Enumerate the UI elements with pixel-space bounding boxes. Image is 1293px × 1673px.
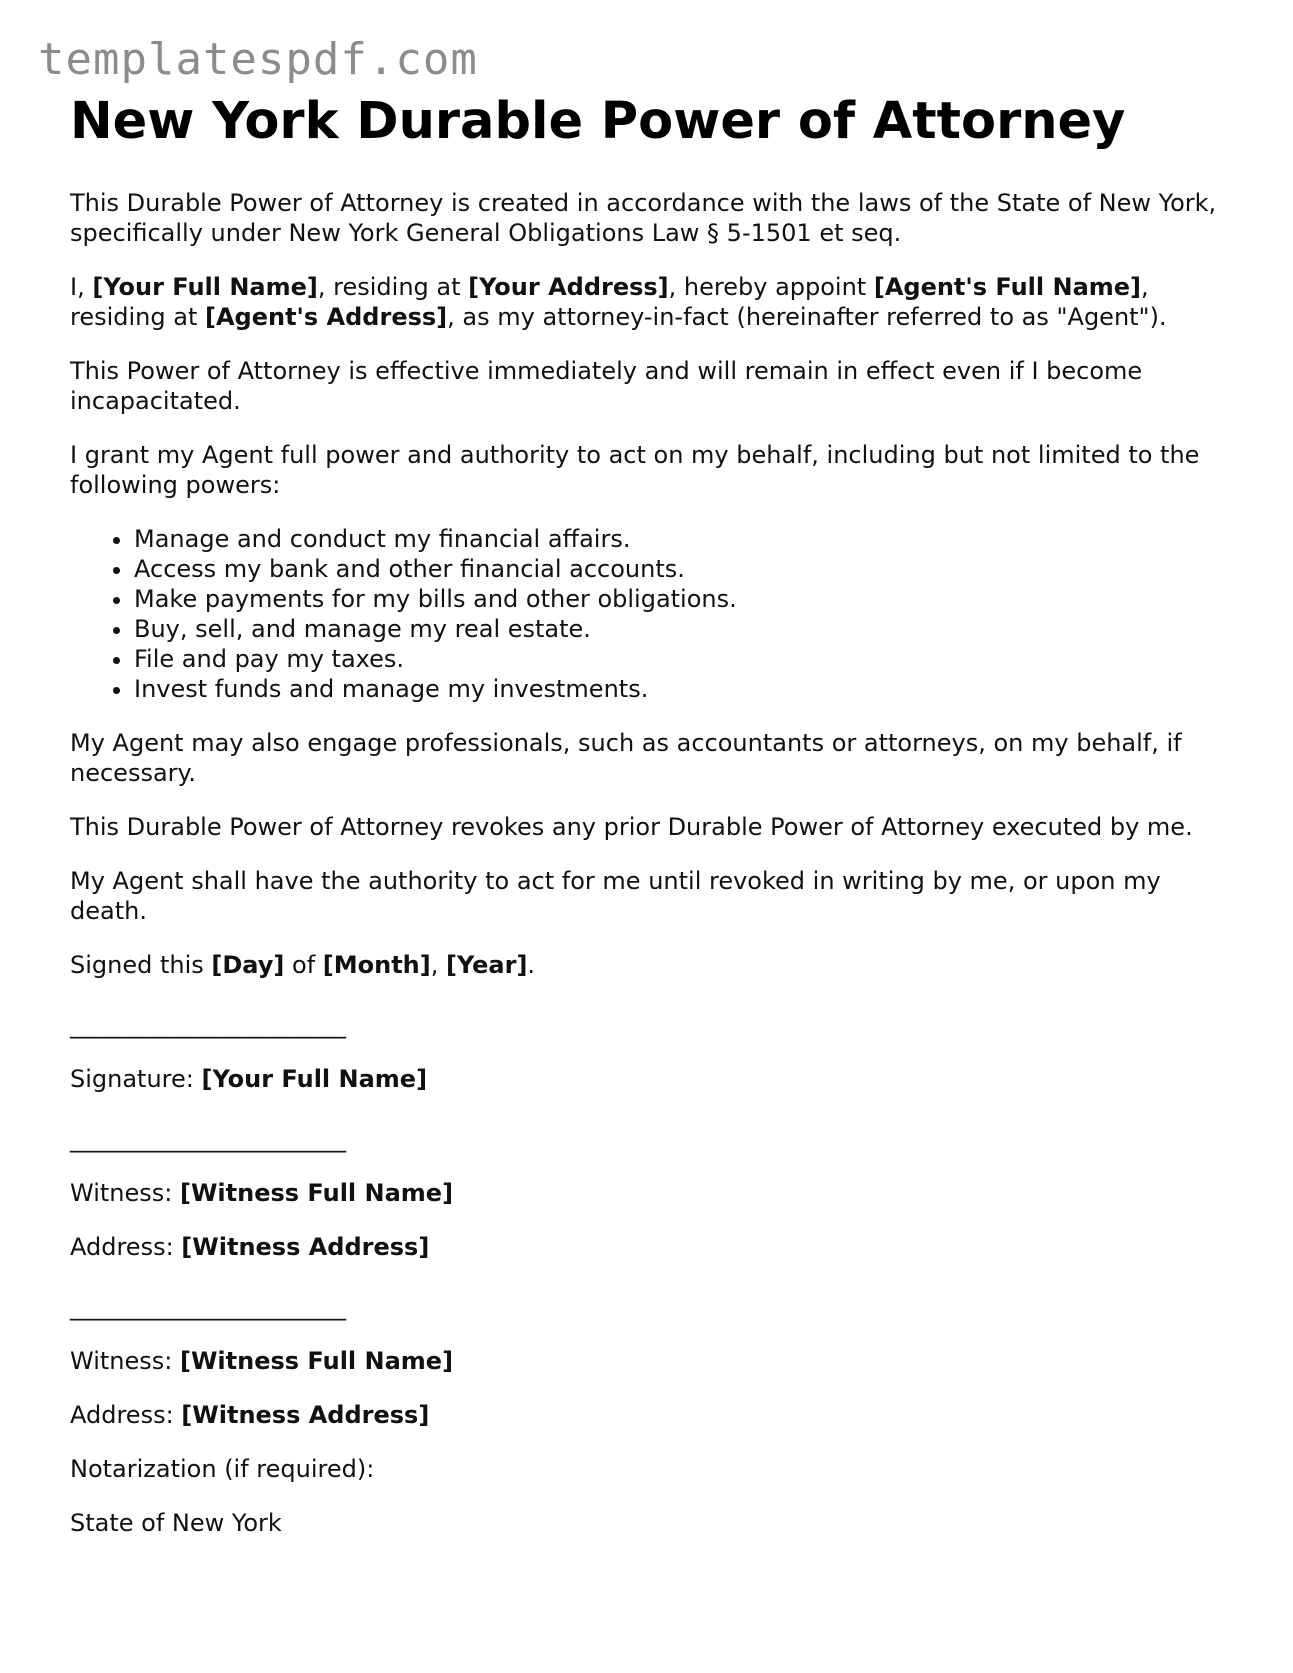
appointment-text-3: , hereby appoint bbox=[668, 273, 874, 301]
witness-address-row bbox=[70, 1232, 1230, 1262]
list-item: • Make payments for my bills and other obligations. bbox=[134, 584, 1230, 614]
witness-name-row bbox=[70, 1346, 1230, 1376]
witness-label: Witness: bbox=[70, 1179, 180, 1207]
watermark: templatespdf.com bbox=[38, 34, 478, 85]
revokes-paragraph: This Durable Power of Attorney revokes any prior Durable Power of Attorney executed by me. bbox=[70, 813, 1193, 841]
witness-address-placeholder: [Witness Address] bbox=[181, 1233, 430, 1261]
signature-block bbox=[70, 1010, 1230, 1094]
grant-paragraph: I grant my Agent full power and authority to act on my behalf, including but not limited to the following powers: bbox=[70, 441, 1200, 499]
witness-name-placeholder: [Witness Full Name] bbox=[179, 1347, 454, 1375]
document-title: New York Durable Power of Attorney bbox=[70, 92, 1126, 151]
powers-list bbox=[70, 524, 1230, 704]
witness-address-row bbox=[70, 1400, 1230, 1430]
list-item: • Access my bank and other financial accounts. bbox=[134, 554, 1230, 584]
signed-text-3: , bbox=[430, 951, 446, 979]
appointment-text-1: I, bbox=[70, 273, 93, 301]
witness-block-2 bbox=[70, 1292, 1230, 1430]
witness-block-1 bbox=[70, 1124, 1230, 1262]
signature-label: Signature: bbox=[70, 1065, 202, 1093]
your-address-placeholder: [Your Address] bbox=[468, 273, 669, 301]
list-item: • File and pay my taxes. bbox=[134, 644, 1230, 674]
your-name-placeholder: [Your Full Name] bbox=[92, 273, 318, 301]
signature-line: _______________________ bbox=[70, 1293, 346, 1321]
list-item: • Buy, sell, and manage my real estate. bbox=[134, 614, 1230, 644]
signature-line: _______________________ bbox=[70, 1125, 346, 1153]
signed-date-line bbox=[70, 950, 1230, 980]
signature-row bbox=[70, 1064, 1230, 1094]
signed-text-1: Signed this bbox=[70, 951, 212, 979]
witness-name-row bbox=[70, 1178, 1230, 1208]
appointment-text-4: , residing at bbox=[70, 273, 1149, 331]
appointment-paragraph bbox=[70, 272, 1230, 332]
witness-name-placeholder: [Witness Full Name] bbox=[179, 1179, 454, 1207]
witness-label: Witness: bbox=[70, 1347, 180, 1375]
list-item: • Invest funds and manage my investments. bbox=[134, 674, 1230, 704]
intro-paragraph: This Durable Power of Attorney is created in accordance with the laws of the State of New York, specifically under New York General Obligations Law § 5-1501 et seq. bbox=[70, 189, 1217, 247]
notarization-heading: Notarization (if required): bbox=[70, 1455, 375, 1483]
month-placeholder: [Month] bbox=[322, 951, 431, 979]
authority-paragraph: My Agent shall have the authority to act for me until revoked in writing by me, or upon my death. bbox=[70, 867, 1161, 925]
signed-text-4: . bbox=[527, 951, 536, 979]
agent-name-placeholder: [Agent's Full Name] bbox=[873, 273, 1142, 301]
document bbox=[70, 90, 1230, 1562]
day-placeholder: [Day] bbox=[211, 951, 285, 979]
appointment-text-5: , as my attorney-in-fact (hereinafter referred to as "Agent"). bbox=[447, 303, 1167, 331]
year-placeholder: [Year] bbox=[445, 951, 528, 979]
signed-text-2: of bbox=[284, 951, 323, 979]
appointment-text-2: , residing at bbox=[317, 273, 469, 301]
state-line: State of New York bbox=[70, 1509, 282, 1537]
address-label: Address: bbox=[70, 1233, 182, 1261]
signature-name-placeholder: [Your Full Name] bbox=[201, 1065, 428, 1093]
list-item: • Manage and conduct my financial affairs. bbox=[134, 524, 1230, 554]
effective-paragraph: This Power of Attorney is effective immediately and will remain in effect even if I become incapacitated. bbox=[70, 357, 1143, 415]
agent-address-placeholder: [Agent's Address] bbox=[205, 303, 448, 331]
signature-line: _______________________ bbox=[70, 1011, 346, 1039]
address-label: Address: bbox=[70, 1401, 182, 1429]
professionals-paragraph: My Agent may also engage professionals, such as accountants or attorneys, on my behalf, if necessary. bbox=[70, 729, 1182, 787]
witness-address-placeholder: [Witness Address] bbox=[181, 1401, 430, 1429]
